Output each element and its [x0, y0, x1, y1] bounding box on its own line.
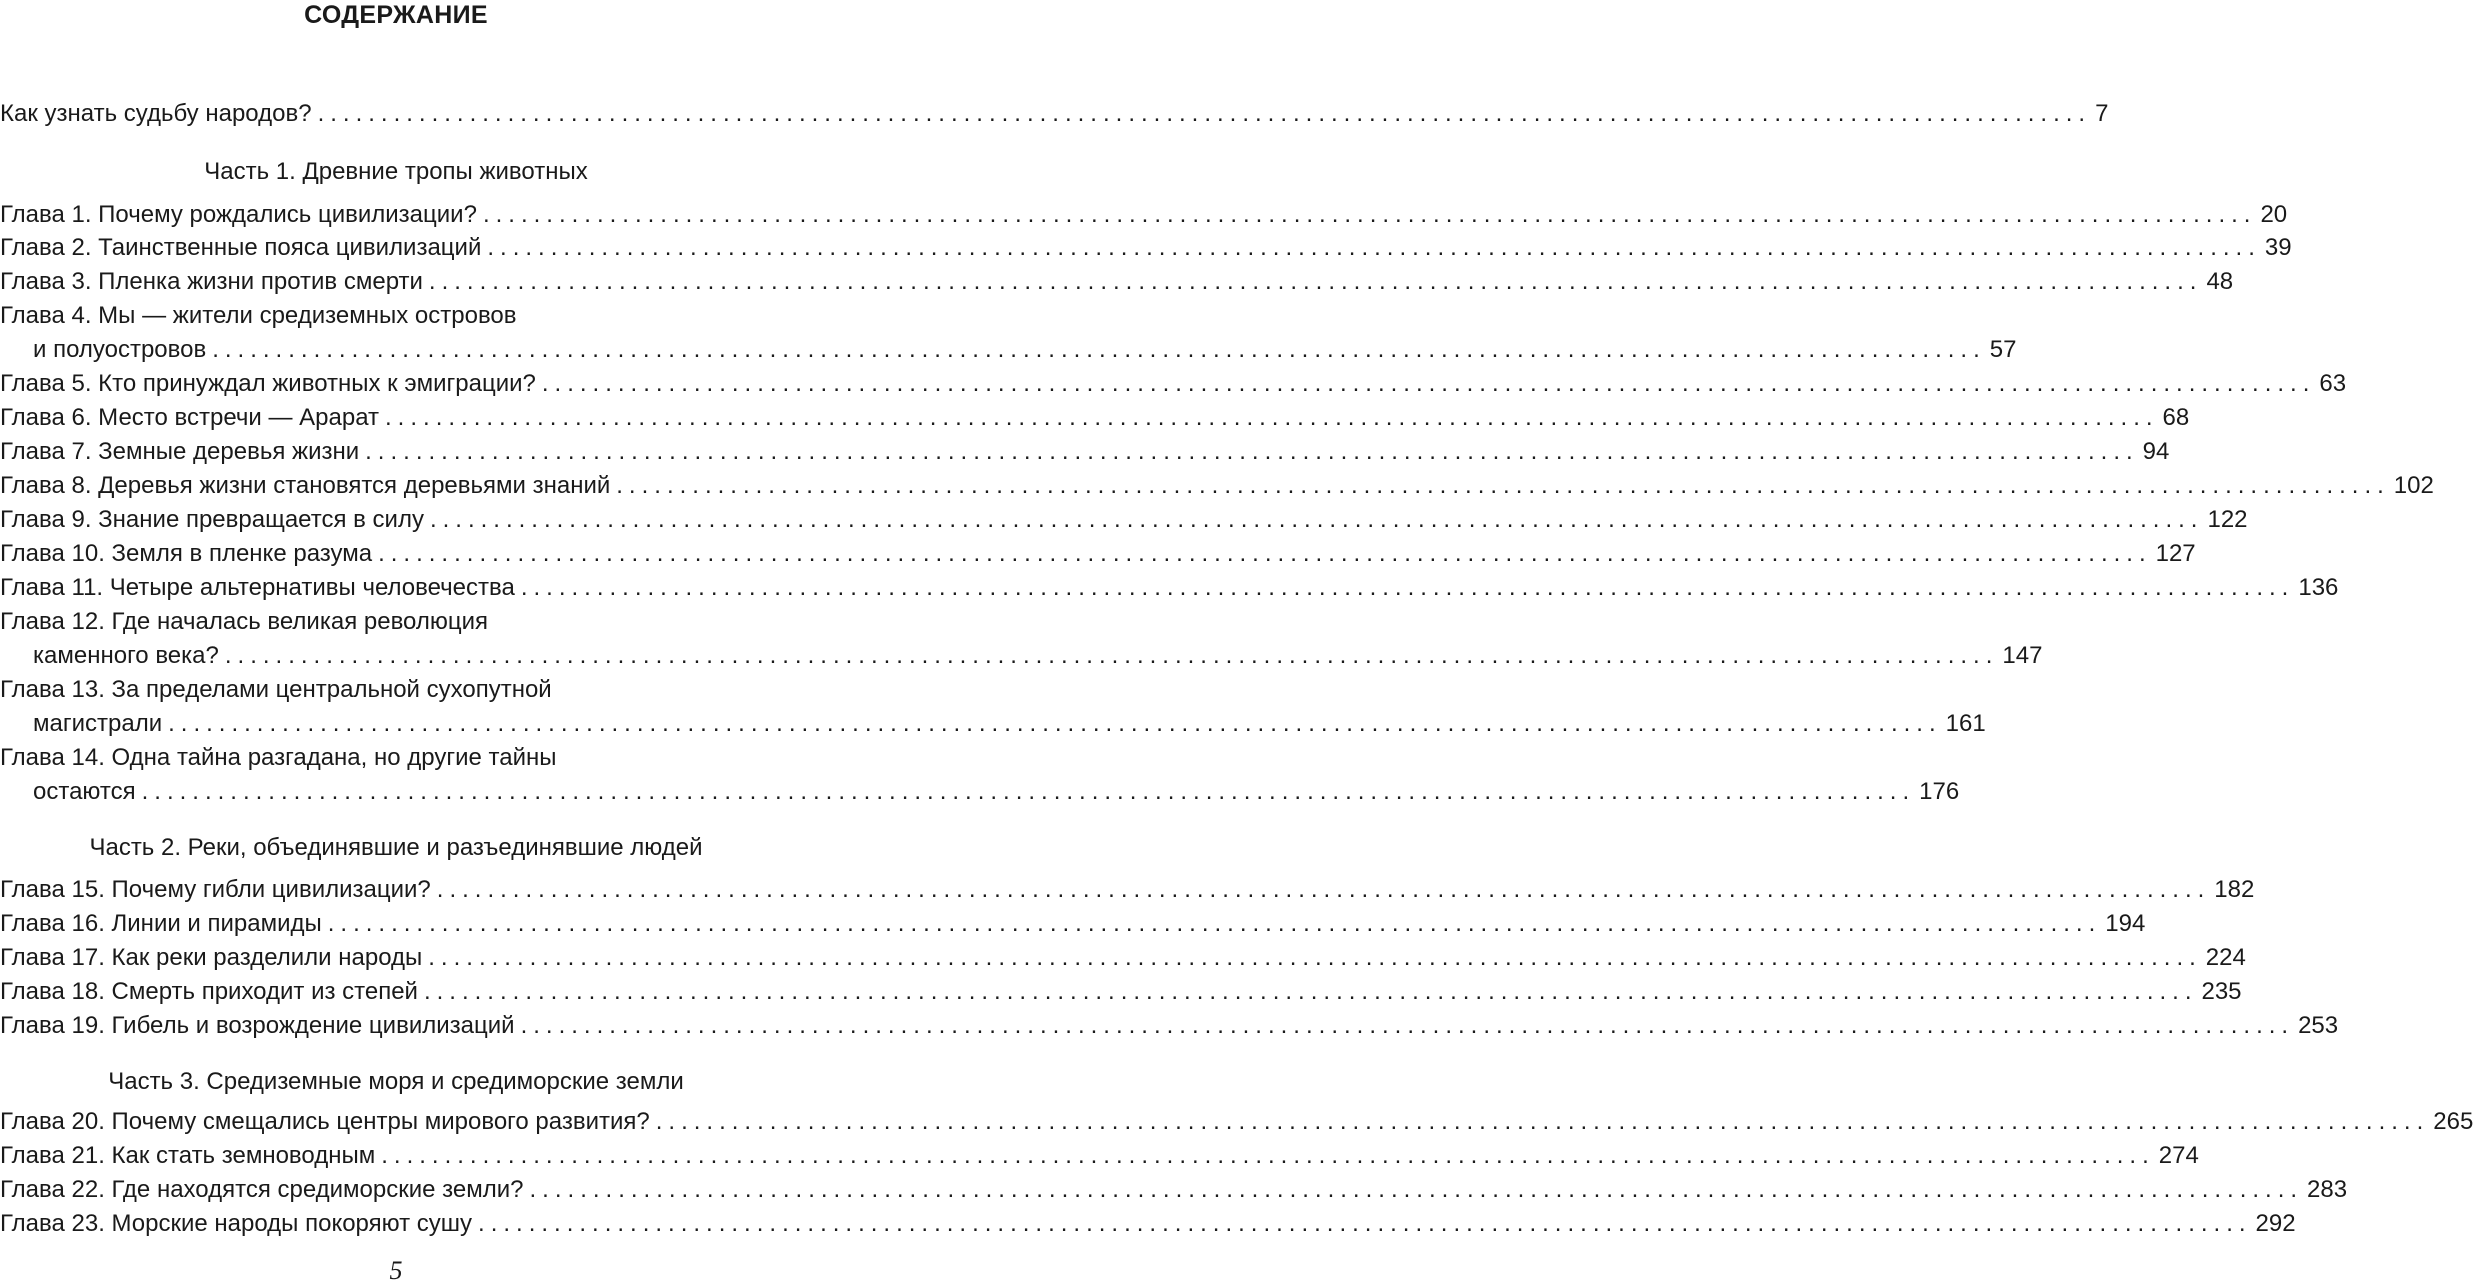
toc-entry-title: Глава 2. Таинственные пояса цивилизаций [0, 234, 482, 261]
dot-leader: ............................................................................................................................................ [520, 1012, 2295, 1039]
toc-entry [0, 1174, 2348, 1206]
toc-entry [0, 1208, 2296, 1240]
toc-entry [0, 504, 2248, 536]
toc-entry-title: Глава 15. Почему гибли цивилизации? [0, 876, 431, 903]
toc-page-number: 283 [2307, 1176, 2348, 1203]
dot-leader: ............................................................................................................................................ [487, 234, 2261, 261]
toc-entry [0, 874, 2255, 906]
dot-leader: ............................................................................................................................................ [520, 574, 2295, 601]
toc-entry-title: и полуостровов [33, 336, 207, 363]
toc-page-number: 127 [2155, 540, 2196, 567]
toc-entry-continuation [0, 776, 1960, 808]
page-title: СОДЕРЖАНИЕ [304, 1, 488, 29]
dot-leader: ............................................................................................................................................ [378, 540, 2152, 567]
toc-entry-title: Глава 19. Гибель и возрождение цивилизаций [0, 1012, 515, 1039]
toc-page-number: 39 [2264, 234, 2292, 261]
toc-page-number: 176 [1919, 778, 1960, 805]
toc-entry-continuation [0, 640, 2043, 672]
toc-entry-continuation [0, 334, 2017, 366]
toc-page-number: 57 [1989, 336, 2017, 363]
toc-entry [0, 674, 790, 706]
toc-entry-title: Глава 9. Знание превращается в силу [0, 506, 424, 533]
dot-leader: ............................................................................................................................................ [655, 1108, 2430, 1135]
dot-leader: ............................................................................................................................................ [429, 506, 2204, 533]
toc-entry-title: Глава 5. Кто принуждал животных к эмиграции? [0, 370, 536, 397]
toc-page-number: 292 [2255, 1210, 2296, 1237]
toc-entry [0, 572, 2339, 604]
toc-page-number: 102 [2393, 472, 2434, 499]
toc-entry-title: Глава 14. Одна тайна разгадана, но другие тайны [0, 744, 557, 771]
dot-leader: ............................................................................................................................................ [428, 268, 2203, 295]
toc-entry [0, 1106, 2473, 1138]
toc-entry-title: остаются [33, 778, 136, 805]
toc-page-number: 161 [1945, 710, 1986, 737]
toc-page-number: 48 [2206, 268, 2234, 295]
dot-leader: ............................................................................................................................................ [423, 978, 2198, 1005]
toc-page-number: 20 [2260, 201, 2288, 228]
toc-entry-title: Глава 7. Земные деревья жизни [0, 438, 360, 465]
dot-leader: ............................................................................................................................................ [168, 710, 1942, 737]
toc-entry-title: Глава 17. Как реки разделили народы [0, 944, 423, 971]
toc-entry-title: Глава 1. Почему рождались цивилизации? [0, 201, 477, 228]
toc-page-number: 136 [2298, 574, 2339, 601]
toc-entry-continuation [0, 708, 1986, 740]
toc-page-number: 94 [2142, 438, 2170, 465]
toc-entry-title: Глава 6. Место встречи — Арарат [0, 404, 380, 431]
toc-entry [0, 606, 790, 638]
dot-leader: ............................................................................................................................................ [141, 778, 1916, 805]
toc-entry [0, 942, 2246, 974]
toc-entry-title: Глава 23. Морские народы покоряют сушу [0, 1210, 473, 1237]
dot-leader: ............................................................................................................................................ [529, 1176, 2304, 1203]
section-heading: Часть 1. Древние тропы животных [204, 158, 588, 185]
toc-page-number: 68 [2162, 404, 2190, 431]
toc-page-number: 182 [2214, 876, 2255, 903]
toc-entry [0, 368, 2347, 400]
section-heading: Часть 3. Средиземные моря и средиморские земли [108, 1068, 684, 1095]
toc-entry-title: Глава 3. Пленка жизни против смерти [0, 268, 423, 295]
toc-entry [0, 1140, 2199, 1172]
dot-leader: ............................................................................................................................................ [327, 910, 2102, 937]
dot-leader: ............................................................................................................................................ [212, 336, 1986, 363]
toc-entry [0, 742, 790, 774]
toc-entry [0, 908, 2146, 940]
toc-entry-title: магистрали [33, 710, 163, 737]
toc-entry-title: Глава 22. Где находятся средиморские земли? [0, 1176, 524, 1203]
dot-leader: ............................................................................................................................................ [616, 472, 2390, 499]
toc-entry-title: Глава 12. Где началась великая революция [0, 608, 489, 635]
toc-entry [0, 232, 2292, 264]
toc-entry [0, 1010, 2339, 1042]
dot-leader: ............................................................................................................................................ [428, 944, 2202, 971]
toc-entry-title: Глава 4. Мы — жители средиземных островов [0, 302, 517, 329]
dot-leader: ............................................................................................................................................ [482, 201, 2257, 228]
dot-leader: ............................................................................................................................................ [365, 438, 2139, 465]
dot-leader: ............................................................................................................................................ [224, 642, 1999, 669]
toc-entry [0, 976, 2242, 1008]
toc-entry-title: Как узнать судьбу народов? [0, 100, 312, 127]
page-number: 5 [389, 1256, 403, 1285]
section-heading: Часть 2. Реки, объединявшие и разъединявшие людей [89, 834, 703, 861]
toc-entry [0, 300, 790, 332]
toc-entry-title: Глава 18. Смерть приходит из степей [0, 978, 418, 1005]
toc-entry-title: Глава 10. Земля в пленке разума [0, 540, 373, 567]
toc-page-number: 194 [2105, 910, 2146, 937]
toc-entry-title: Глава 13. За пределами центральной сухопутной [0, 676, 552, 703]
toc-entry [0, 199, 2288, 231]
toc-entry [0, 436, 2170, 468]
toc-entry-title: Глава 11. Четыре альтернативы человечества [0, 574, 515, 601]
toc-entry [0, 470, 2434, 502]
dot-leader: ............................................................................................................................................ [541, 370, 2316, 397]
dot-leader: ............................................................................................................................................ [385, 404, 2159, 431]
toc-page-number: 7 [2095, 100, 2109, 127]
toc-entry [0, 538, 2196, 570]
toc-entry [0, 266, 2234, 298]
toc-entry-title: Глава 20. Почему смещались центры мирового развития? [0, 1108, 650, 1135]
toc-page-number: 63 [2319, 370, 2347, 397]
toc-page-number: 235 [2201, 978, 2242, 1005]
toc-entry [0, 98, 2109, 130]
dot-leader: ............................................................................................................................................ [317, 100, 2092, 127]
toc-page-number: 224 [2205, 944, 2246, 971]
toc-entry-title: каменного века? [33, 642, 219, 669]
toc-entry [0, 402, 2190, 434]
dot-leader: ............................................................................................................................................ [381, 1142, 2155, 1169]
toc-page-number: 147 [2002, 642, 2043, 669]
dot-leader: ............................................................................................................................................ [436, 876, 2211, 903]
toc-page-number: 265 [2433, 1108, 2473, 1135]
toc-entry-title: Глава 8. Деревья жизни становятся деревьями знаний [0, 472, 611, 499]
toc-page-number: 253 [2298, 1012, 2339, 1039]
toc-page-number: 122 [2207, 506, 2248, 533]
toc-page-number: 274 [2158, 1142, 2199, 1169]
dot-leader: ............................................................................................................................................ [478, 1210, 2252, 1237]
toc-entry-title: Глава 16. Линии и пирамиды [0, 910, 322, 937]
toc-entry-title: Глава 21. Как стать земноводным [0, 1142, 376, 1169]
